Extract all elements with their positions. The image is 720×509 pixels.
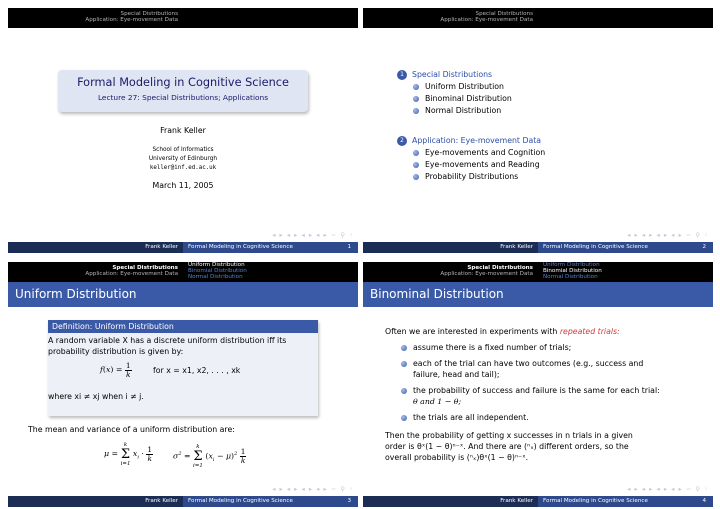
bullet-item	[401, 385, 660, 396]
outline-item[interactable]	[413, 106, 501, 115]
outline-item-label: Uniform Distribution	[425, 82, 504, 91]
section-number-badge: 2	[397, 136, 407, 146]
bullet-icon	[413, 150, 419, 156]
section-title: Application: Eye-movement Data	[412, 136, 542, 145]
nav-symbols[interactable]: ◂ ▸ ◂ ▸ ◂ ▸ ◂ ▸ ∽ ⚲ ◦	[272, 485, 354, 493]
slide-footer	[363, 242, 713, 253]
nav-symbols[interactable]: ◂ ▸ ◂ ▸ ◂ ▸ ◂ ▸ ∽ ⚲ ◦	[627, 231, 709, 239]
section-title: Special Distributions	[412, 70, 493, 79]
outline-item-label: Eye-movements and Cognition	[425, 148, 546, 157]
institute-line: School of Informatics	[152, 147, 214, 153]
closing-text: Then the probability of getting x successes in n trials in a given	[385, 431, 633, 440]
slide-uniform	[8, 262, 358, 507]
header-subsection[interactable]: Uniform Distribution	[543, 262, 600, 268]
outline-item-label: Binominal Distribution	[425, 94, 512, 103]
outline-item[interactable]	[413, 148, 545, 157]
slide-footer	[363, 496, 713, 507]
frame-title: Binominal Distribution	[363, 282, 713, 307]
footer-course: Formal Modeling in Cognitive Science	[538, 242, 713, 253]
bullet-icon	[401, 345, 407, 351]
footer-author: Frank Keller	[363, 496, 538, 507]
slide-header	[8, 8, 358, 28]
footer-author: Frank Keller	[8, 496, 183, 507]
author-email: keller@inf.ed.ac.uk	[149, 165, 217, 171]
presentation-subtitle: Lecture 27: Special Distributions; Applications	[97, 93, 269, 102]
bullet-icon	[401, 361, 407, 367]
bullet-continuation: failure, head and tail);	[413, 370, 500, 379]
slide-title	[8, 8, 358, 253]
slide-header	[363, 262, 713, 282]
bullet-icon	[413, 162, 419, 168]
bullet-icon	[413, 96, 419, 102]
header-subsection[interactable]: Binomial Distribution	[188, 268, 247, 275]
author-name: Frank Keller	[160, 126, 206, 135]
header-section[interactable]: Application: Eye-movement Data	[85, 271, 178, 278]
header-subsection[interactable]: Binomial Distribution	[543, 268, 602, 275]
header-sections	[8, 8, 183, 28]
header-sections	[363, 262, 538, 282]
outline-item[interactable]	[413, 160, 540, 169]
page-number: 4	[702, 498, 706, 504]
header-section[interactable]: Special Distributions	[475, 11, 533, 17]
outline-item-label: Eye-movements and Reading	[425, 160, 540, 169]
bullet-text: each of the trial can have two outcomes (e.g., success and	[413, 359, 644, 368]
outline-item-label: Probability Distributions	[425, 172, 519, 181]
formula-condition: for x = x1, x2, . . . , xk	[153, 366, 241, 375]
header-section[interactable]: Application: Eye-movement Data	[440, 271, 533, 278]
slide-header	[363, 8, 713, 28]
presentation-title: Formal Modeling in Cognitive Science	[77, 76, 289, 89]
header-section[interactable]: Special Distributions	[467, 265, 533, 271]
intro-plain: Often we are interested in experiments with	[385, 327, 558, 336]
bullet-icon	[413, 84, 419, 90]
slide-footer	[8, 496, 358, 507]
header-section[interactable]: Special Distributions	[112, 265, 178, 271]
footer-course: Formal Modeling in Cognitive Science	[538, 496, 713, 507]
bullet-icon	[413, 108, 419, 114]
bullet-text: the probability of success and failure is the same for each trial:	[413, 386, 660, 395]
bullet-text: the trials are all independent.	[413, 413, 529, 422]
header-sections	[363, 8, 538, 28]
definition-where: where xi ≠ xj when i ≠ j.	[48, 392, 144, 401]
bullet-item	[401, 358, 643, 369]
closing-text: order is θˣ(1 − θ)ⁿ⁻ˣ. And there are (ⁿₓ) different orders, so the	[385, 442, 629, 451]
presentation-date: March 11, 2005	[152, 181, 214, 190]
section-number-badge: 1	[397, 70, 407, 80]
slide-footer	[8, 242, 358, 253]
definition-text: A random variable X has a discrete uniform distribution iff its	[48, 336, 287, 345]
outline-item[interactable]	[413, 172, 518, 181]
header-subsection[interactable]: Uniform Distribution	[188, 262, 245, 268]
header-section[interactable]: Application: Eye-movement Data	[85, 17, 178, 24]
uniform-pmf-formula: f(x) = $\frac{1}{k}$	[100, 360, 131, 379]
intro-emphasis: repeated trials:	[559, 327, 620, 336]
nav-symbols[interactable]: ◂ ▸ ◂ ▸ ◂ ▸ ◂ ▸ ∽ ⚲ ◦	[627, 485, 709, 493]
bullet-text: assume there is a fixed number of trials;	[413, 343, 572, 352]
bullet-continuation: θ and 1 − θ;	[413, 397, 462, 406]
definition-text: probability distribution is given by:	[48, 347, 184, 356]
title-box	[58, 70, 308, 112]
outline-item-label: Normal Distribution	[425, 106, 502, 115]
institute-line: University of Edinburgh	[148, 156, 218, 162]
footer-course: Formal Modeling in Cognitive Science	[183, 496, 358, 507]
frame-title: Uniform Distribution	[8, 282, 358, 307]
variance-formula: $\sigma^2 = k$ Σ i=1 $(x_i - \mu)^2$ $\frac{1}{k}$	[173, 444, 246, 470]
outline-item[interactable]	[413, 94, 512, 103]
nav-symbols[interactable]: ◂ ▸ ◂ ▸ ◂ ▸ ◂ ▸ ∽ ⚲ ◦	[272, 231, 354, 239]
header-section[interactable]: Application: Eye-movement Data	[440, 17, 533, 24]
bullet-icon	[401, 388, 407, 394]
header-subsections	[186, 262, 358, 282]
outline-section[interactable]	[397, 70, 492, 80]
definition-title: Definition: Uniform Distribution	[48, 320, 318, 333]
header-subsection[interactable]: Normal Distribution	[543, 274, 598, 281]
footer-course: Formal Modeling in Cognitive Science	[183, 242, 358, 253]
header-subsections	[541, 262, 713, 282]
bullet-icon	[401, 415, 407, 421]
outline-item[interactable]	[413, 82, 504, 91]
bullet-item	[401, 342, 571, 353]
slide-header	[8, 262, 358, 282]
footer-author: Frank Keller	[363, 242, 538, 253]
page-number: 2	[702, 244, 706, 250]
slide-outline	[363, 8, 713, 253]
closing-text: overall probability is (ⁿₓ)θˣ(1 − θ)ⁿ⁻ˣ.	[385, 453, 529, 462]
bullet-icon	[413, 174, 419, 180]
header-sections	[8, 262, 183, 282]
slide-binomial	[363, 262, 713, 507]
intro-text	[385, 326, 620, 337]
header-section[interactable]: Special Distributions	[120, 11, 178, 17]
mean-variance-text: The mean and variance of a uniform distribution are:	[28, 425, 235, 434]
page-number: 3	[347, 498, 351, 504]
footer-author: Frank Keller	[8, 242, 183, 253]
mean-formula: μ = k Σ i=1 $x_i$ · $\frac{1}{k}$	[104, 441, 153, 467]
bullet-item	[401, 412, 529, 423]
header-subsection[interactable]: Normal Distribution	[188, 274, 243, 281]
page-number: 1	[347, 244, 351, 250]
outline-section[interactable]	[397, 136, 541, 146]
